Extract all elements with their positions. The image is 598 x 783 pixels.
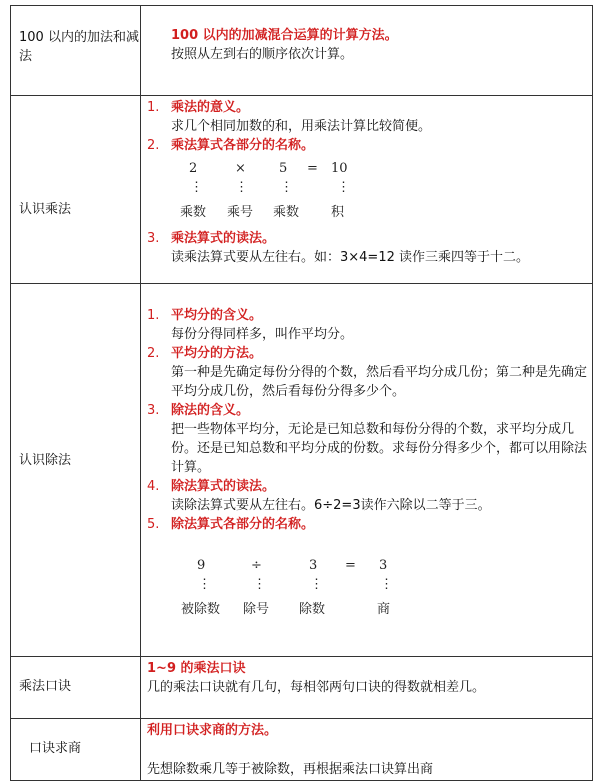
list-item: 5. 除法算式各部分的名称。 — [147, 517, 315, 532]
row-content-cell — [141, 96, 593, 284]
row-label: 口诀求商 — [29, 741, 82, 756]
division-formula-diagram: 9 ÷ 3 = 3 ⋮ ⋮ ⋮ ⋮ 被除数 除号 除数 商 — [181, 558, 393, 617]
list-item: 1. 乘法的意义。 — [147, 100, 250, 115]
table-row-quotient-by-rhyme — [11, 719, 593, 781]
row-label-cell — [11, 284, 141, 657]
list-item-text: 每份分得同样多，叫作平均分。 — [171, 327, 354, 342]
table-row-addition-subtraction — [11, 6, 593, 96]
list-item-text: 第一种是先确定每份分得的个数，然后看平均分成几份；第二种是先确定平均分成几份，然后看每份分得多少个。 — [171, 365, 588, 399]
math-summary-table — [10, 5, 593, 781]
row-label: 认识乘法 — [19, 202, 72, 217]
list-item: 1. 平均分的含义。 — [147, 308, 263, 323]
list-item-text: 读乘法算式要从左往右。如：3×4=12 读作三乘四等于十二。 — [171, 250, 530, 265]
section-text: 先想除数乘几等于被除数，再根据乘法口诀算出商 — [147, 762, 434, 777]
list-item-text: 读除法算式要从左往右。6÷2=3读作六除以二等于三。 — [171, 498, 491, 513]
row-label: 认识除法 — [19, 453, 72, 468]
table-row-multiplication-rhyme — [11, 657, 593, 719]
row-label: 乘法口诀 — [19, 679, 72, 694]
list-item-text: 求几个相同加数的和，用乘法计算比较简便。 — [171, 119, 432, 134]
row-content-cell — [141, 6, 593, 96]
row-label-cell — [11, 657, 141, 719]
section-title: 100 以内的加减混合运算的计算方法。 — [171, 28, 398, 43]
multiplication-formula-diagram: 2 × 5 = 10 ⋮ ⋮ ⋮ ⋮ 乘数 乘号 乘数 积 — [180, 161, 350, 220]
list-item: 2. 乘法算式各部分的名称。 — [147, 138, 315, 153]
list-item: 4. 除法算式的读法。 — [147, 479, 276, 494]
row-label-cell — [11, 6, 141, 96]
list-item: 2. 平均分的方法。 — [147, 346, 263, 361]
list-item-text: 把一些物体平均分，无论是已知总数和每份分得的个数，求平均分成几份。还是已知总数和平均分成的份数。求每份分得多少个，都可以用除法计算。 — [171, 422, 588, 475]
list-item: 3. 乘法算式的读法。 — [147, 231, 276, 246]
section-title: 利用口诀求商的方法。 — [147, 723, 278, 738]
row-label: 100 以内的加法和减法 — [19, 30, 139, 64]
section-text: 按照从左到右的顺序依次计算。 — [171, 47, 354, 62]
section-title: 1~9 的乘法口诀 — [147, 661, 246, 676]
row-content-cell — [141, 719, 593, 781]
row-label-cell — [11, 96, 141, 284]
table-row-multiplication — [11, 96, 593, 284]
list-item: 3. 除法的含义。 — [147, 403, 250, 418]
table-row-division — [11, 284, 593, 657]
row-label-cell — [11, 719, 141, 781]
section-text: 几的乘法口诀就有几句，每相邻两句口诀的得数就相差几。 — [147, 680, 486, 695]
row-content-cell — [141, 657, 593, 719]
row-content-cell — [141, 284, 593, 657]
